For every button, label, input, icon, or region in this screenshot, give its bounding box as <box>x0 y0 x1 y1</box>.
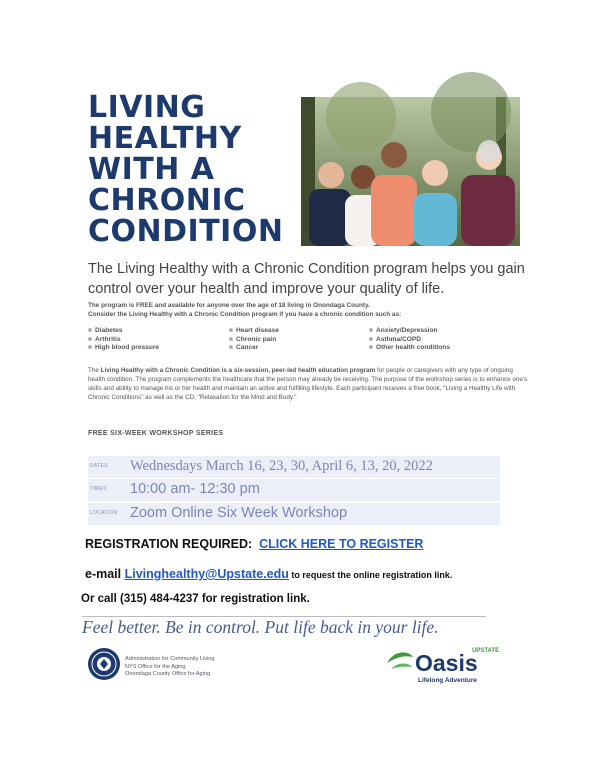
bullet-icon: ■ <box>369 327 373 334</box>
leaf-icon <box>391 664 412 670</box>
registration-line <box>85 537 423 551</box>
list-item: ■ High blood pressure <box>88 344 160 352</box>
list-item: ■ Asthma/COPD <box>369 335 422 343</box>
location-label: LOCATION <box>90 510 118 516</box>
bullet-icon: ■ <box>229 327 233 334</box>
bullet-icon: ■ <box>369 335 373 343</box>
list-item: ■ Arthritis <box>88 335 121 343</box>
conditions-column <box>369 327 450 353</box>
title-line: HEALTHY <box>88 121 242 156</box>
location-row <box>88 503 500 525</box>
registration-required: REGISTRATION REQUIRED: <box>85 537 253 551</box>
program-description: The Living Healthy with a Chronic Condition is a six-session, peer-led health education program for people or caregivers with any type of ongoing health condition. The program complements the healthcare that the person may already be receiving. The purpose of the workshop series is to enhance one's skills and ability to manage his or her health and maintain an active and fulfilling lifestyle. Each participant receives a free book, "Living a Healthy Life with Chronic Conditions" as well as the CD, "Relaxation for the Mind and Body." <box>88 367 528 401</box>
dates-row <box>88 456 500 478</box>
list-item: ■ Diabetes <box>88 327 123 334</box>
register-link[interactable]: CLICK HERE TO REGISTER <box>259 537 424 551</box>
bullet-icon: ■ <box>369 344 373 352</box>
eligibility-line: The program is FREE and available for anyone over the age of 18 living in Onondaga County. <box>88 302 370 309</box>
list-item: ■ Anxiety/Depression <box>369 327 438 334</box>
logo-name: Oasis <box>415 650 478 676</box>
bullet-icon: ■ <box>229 344 233 352</box>
email-line: e-mail Livinghealthy@Upstate.edu to request the online registration link. <box>85 567 453 581</box>
intro-text: The Living Healthy with a Chronic Condition program helps you gain control over your health and improve your quality of life. <box>88 261 525 297</box>
bullet-icon: ■ <box>88 344 92 352</box>
eligibility-text <box>88 301 528 319</box>
leaf-icon <box>387 652 413 663</box>
list-item: ■ Chronic pain <box>229 335 277 343</box>
title-line: CONDITION <box>88 214 284 249</box>
bullet-icon: ■ <box>88 335 92 343</box>
program-title <box>88 92 283 247</box>
title-line: WITH A <box>88 152 215 187</box>
dates-value: Wednesdays March 16, 23, 30, April 6, 13, 20, 2022 <box>130 458 433 474</box>
title-line: LIVING <box>88 90 206 125</box>
list-item: ■ Heart disease <box>229 327 279 334</box>
dates-label: DATES <box>90 463 108 469</box>
logo-tagline: Lifelong Adventure <box>418 677 477 684</box>
bullet-icon: ■ <box>88 327 92 334</box>
location-value: Zoom Online Six Week Workshop <box>130 505 348 521</box>
agency-name: Administration for Community Living <box>125 656 215 662</box>
list-item: ■ Other health conditions <box>369 344 450 352</box>
series-heading: FREE SIX-WEEK WORKSHOP SERIES <box>88 430 224 437</box>
eligibility-line: Consider the Living Healthy with a Chronic Condition program if you have a chronic condition such as: <box>88 311 402 318</box>
email-link[interactable]: Livinghealthy@Upstate.edu <box>124 567 289 581</box>
bullet-icon: ■ <box>229 335 233 343</box>
list-item: ■ Cancer <box>229 344 259 352</box>
title-line: CHRONIC <box>88 183 246 218</box>
group-photo <box>301 97 520 246</box>
call-text: Or call (315) 484-4237 for registration link. <box>81 593 310 605</box>
acl-seal-icon <box>87 647 121 681</box>
agency-name: Onondaga County Office for Aging <box>125 671 211 677</box>
times-value: 10:00 am- 12:30 pm <box>130 481 260 497</box>
agency-name: NYS Office for the Aging <box>125 663 186 670</box>
tagline: Feel better. Be in control. Put life back in your life. <box>82 617 439 637</box>
description-bold: Living Healthy with a Chronic Condition is a six-session, peer-led health education program <box>100 367 376 374</box>
oasis-logo <box>385 643 500 685</box>
conditions-column <box>88 327 159 353</box>
conditions-column <box>229 327 279 353</box>
agencies-list <box>125 656 215 679</box>
times-label: TIMES <box>90 486 107 492</box>
times-row <box>88 479 500 501</box>
logo-upstate: UPSTATE <box>472 648 500 654</box>
